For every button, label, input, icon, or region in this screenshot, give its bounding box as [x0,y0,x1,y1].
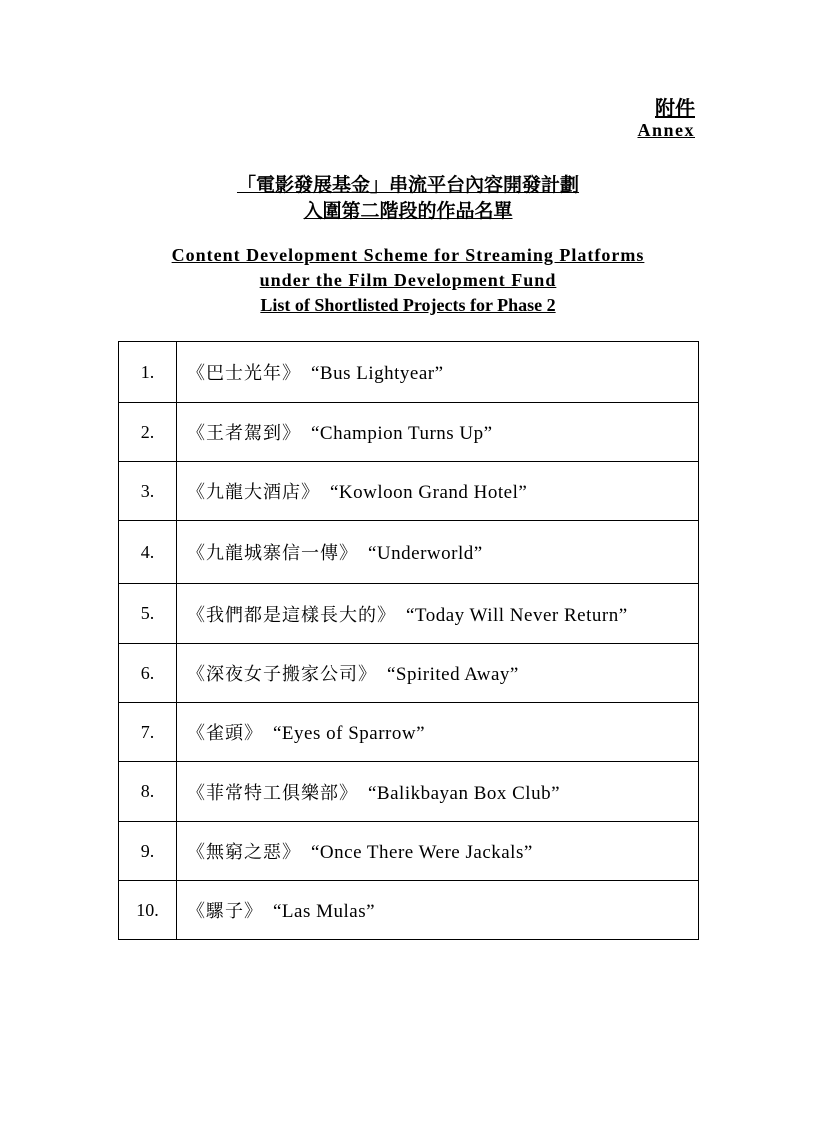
project-title-en: “Bus Lightyear” [311,363,444,384]
project-title-cell [177,822,699,881]
project-title-en: “Balikbayan Box Club” [368,782,561,804]
title-en-line1: Content Development Scheme for Streaming Platforms [171,245,645,265]
table-row [119,521,699,584]
table-row [119,881,699,940]
table-row [119,822,699,881]
project-number: 4. [119,521,177,584]
project-title-en: “Once There Were Jackals” [311,842,533,863]
table-row [119,342,699,403]
project-title-cell [177,703,699,762]
project-title-en: “Kowloon Grand Hotel” [330,482,528,503]
project-number: 1. [119,342,177,403]
project-number: 6. [119,644,177,703]
project-title-cell [177,881,699,940]
annex-label-en: Annex [637,120,695,140]
project-title-en: “Spirited Away” [387,664,519,685]
project-title-cell [177,403,699,462]
shortlisted-projects-table [118,341,699,940]
project-title-cell [177,762,699,822]
project-title-zh: 《雀頭》 [187,723,263,744]
project-title-zh: 《菲常特工俱樂部》 [187,782,358,804]
project-number: 10. [119,881,177,940]
table-row [119,403,699,462]
project-title-en: “Champion Turns Up” [311,423,493,444]
project-number: 5. [119,584,177,644]
project-number: 2. [119,403,177,462]
project-title-cell [177,342,699,403]
project-title-zh: 《騾子》 [187,901,263,922]
project-title-zh: 《九龍城寨信一傳》 [187,543,358,564]
table-row [119,462,699,521]
project-title-en: “Las Mulas” [273,901,376,922]
table-row [119,762,699,822]
project-title-zh: 《王者駕到》 [187,423,301,444]
project-title-zh: 《深夜女子搬家公司》 [187,664,377,685]
project-number: 8. [119,762,177,822]
project-title-zh: 《九龍大酒店》 [187,482,320,503]
title-en-line2: under the Film Development Fund [259,270,557,290]
project-title-cell [177,521,699,584]
project-title-cell [177,584,699,644]
title-zh-line2: 入圍第二階段的作品名單 [303,200,513,222]
project-number: 9. [119,822,177,881]
table-row [119,584,699,644]
table-row [119,644,699,703]
table-row [119,703,699,762]
project-title-zh: 《無窮之惡》 [187,842,301,863]
project-title-cell [177,644,699,703]
title-zh-line1: 「電影發展基金」串流平台內容開發計劃 [236,174,579,196]
project-title-cell [177,462,699,521]
title-en-line3: List of Shortlisted Projects for Phase 2 [260,295,556,315]
annex-label-zh: 附件 [655,96,695,120]
project-number: 7. [119,703,177,762]
project-number: 3. [119,462,177,521]
project-title-en: “Today Will Never Return” [406,604,628,626]
project-title-zh: 《我們都是這樣長大的》 [187,604,396,626]
project-title-en: “Eyes of Sparrow” [273,723,426,744]
project-title-en: “Underworld” [368,543,483,564]
project-title-zh: 《巴士光年》 [187,363,301,384]
